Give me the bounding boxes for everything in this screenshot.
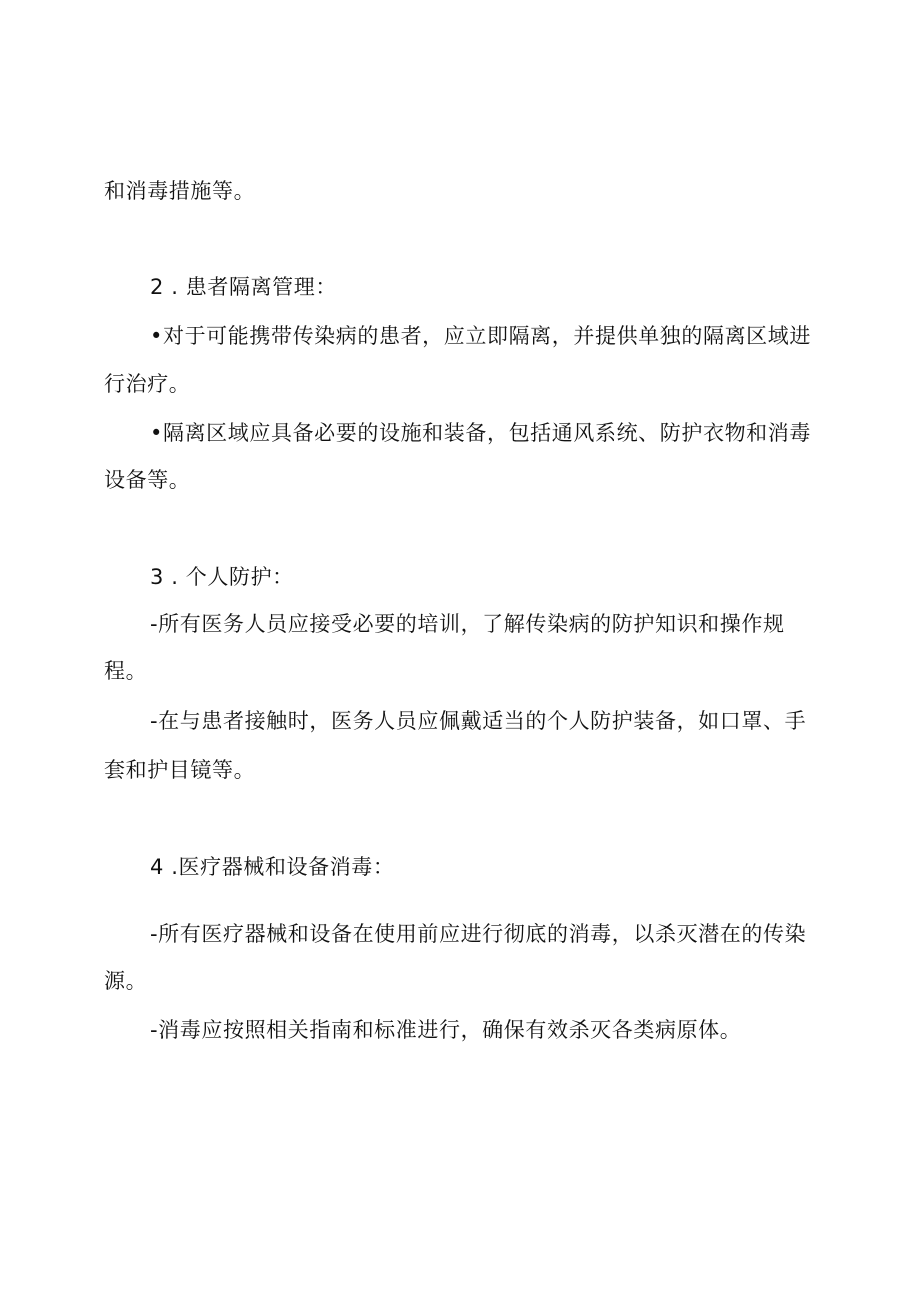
section-heading-personal-protection: 3 . 个人防护： <box>150 565 294 589</box>
section-heading-patient-isolation: 2 . 患者隔离管理： <box>150 275 337 299</box>
paragraph-line: -所有医疗器械和设备在使用前应进行彻底的消毒，以杀灭潜在的传染 <box>150 922 807 946</box>
paragraph-line: 设备等。 <box>104 468 191 492</box>
paragraph-line: -所有医务人员应接受必要的培训，了解传染病的防护知识和操作规 <box>150 612 785 636</box>
paragraph-line: 套和护目镜等。 <box>104 758 256 782</box>
intro-tail-text: 和消毒措施等。 <box>104 179 256 203</box>
paragraph-line: 行治疗。 <box>104 372 191 396</box>
paragraph-line: -在与患者接触时，医务人员应佩戴适当的个人防护装备，如口罩、手 <box>150 709 807 733</box>
paragraph-line: -消毒应按照相关指南和标准进行，确保有效杀灭各类病原体。 <box>150 1018 742 1042</box>
paragraph-line: •对于可能携带传染病的患者，应立即隔离，并提供单独的隔离区域进 <box>150 324 811 348</box>
paragraph-line: 程。 <box>104 659 148 683</box>
section-heading-device-disinfection: 4 .医疗器械和设备消毒： <box>150 855 395 879</box>
paragraph-line: 源。 <box>104 969 148 993</box>
paragraph-line: •隔离区域应具备必要的设施和装备，包括通风系统、防护衣物和消毒 <box>150 421 811 445</box>
